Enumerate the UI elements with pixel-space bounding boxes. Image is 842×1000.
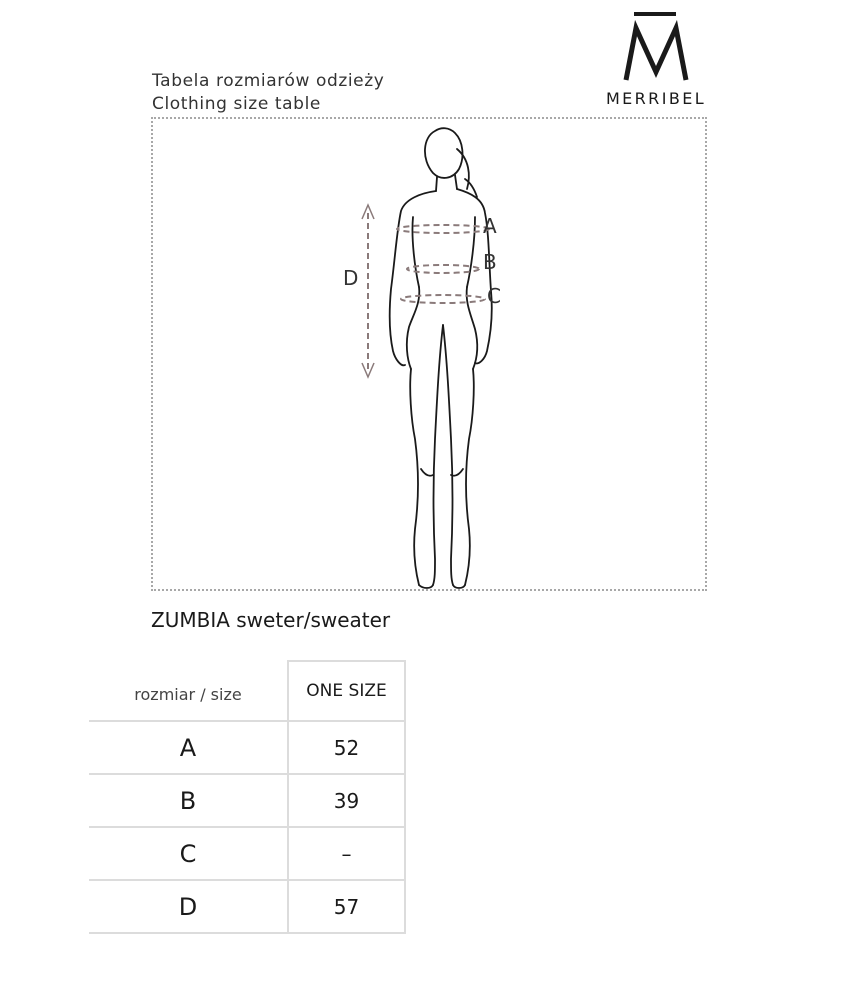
measure-label-a: A: [483, 214, 497, 238]
title-polish: Tabela rozmiarów odzieży: [152, 71, 385, 91]
header-label: rozmiar / size: [134, 685, 242, 704]
row-value: 52: [288, 721, 405, 774]
row-label: B: [179, 786, 197, 815]
row-value: 57: [288, 880, 405, 933]
table-row: [89, 880, 405, 933]
merribel-logo-mark-icon: [618, 10, 694, 84]
row-label: A: [179, 733, 197, 762]
row-label: D: [178, 892, 198, 921]
brand-name: MERRIBEL: [605, 89, 707, 108]
table-row: [89, 774, 405, 827]
table-row: [89, 827, 405, 880]
size-table: [89, 660, 406, 934]
row-value: 39: [288, 774, 405, 827]
row-label: C: [179, 839, 197, 868]
table-row: [89, 721, 405, 774]
female-silhouette-icon: [153, 119, 709, 593]
product-title: ZUMBIA sweter/sweater: [151, 608, 391, 632]
measure-label-d: D: [343, 266, 359, 290]
merribel-logo: [600, 10, 712, 110]
table-header-row: [89, 661, 405, 721]
measure-label-c: C: [487, 284, 501, 308]
title-english: Clothing size table: [152, 94, 321, 114]
body-measurement-figure: [151, 117, 707, 591]
row-value: –: [288, 827, 405, 880]
header-size: ONE SIZE: [288, 661, 405, 721]
page-header: [152, 70, 384, 116]
measure-label-b: B: [483, 250, 497, 274]
